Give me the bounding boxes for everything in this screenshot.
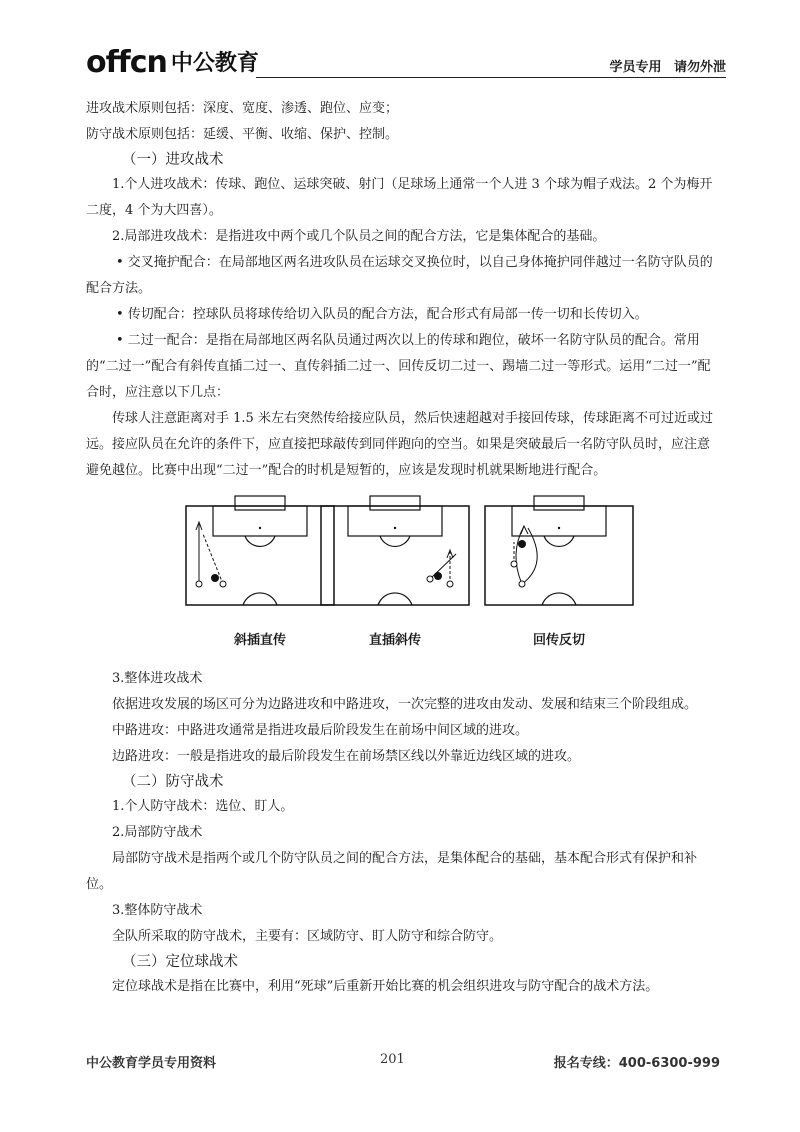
pass-line	[430, 554, 456, 579]
figure-caption: 直插斜传	[368, 633, 421, 648]
player-defender	[434, 572, 442, 580]
pitch-diagram	[185, 494, 335, 606]
figure-straight-run-diagonal-pass	[320, 494, 470, 648]
paragraph: 3.整体防守战术	[112, 903, 203, 918]
section-heading-attack: （一）进攻战术	[122, 152, 224, 168]
page-footer	[86, 1052, 720, 1072]
paragraph: 中路进攻：中路进攻通常是指进攻最后阶段发生在前场中间区域的进攻。	[112, 723, 529, 738]
footer-hotline: 报名专线：400-6300-999	[553, 1056, 720, 1071]
penalty-arc	[245, 536, 275, 546]
logo-text-cn: 中公教育	[170, 51, 259, 76]
page-number: 201	[380, 1052, 405, 1067]
player-attacker	[427, 576, 433, 582]
logo-text-en: offcn	[86, 45, 167, 80]
offcn-logo	[86, 40, 259, 80]
paragraph: 全队所采取的防守战术，主要有：区域防守、盯人防守和综合防守。	[112, 929, 503, 944]
header-notice: 学员专用 请勿外泄	[609, 60, 726, 75]
header-rule	[256, 77, 726, 78]
paragraph: 防守战术原则包括：延缓、平衡、收缩、保护、控制。	[86, 127, 399, 142]
tactic-figures	[86, 494, 720, 666]
paragraph: 3.整体进攻战术	[112, 671, 203, 686]
centre-circle	[243, 593, 277, 605]
figure-caption: 回传反切	[532, 633, 585, 648]
bullet-paragraph: • 二过一配合：是指在局部地区两名队员通过两次以上的传球和跑位，破坏一名防守队员的配合。常用的“二过一”配合有斜传直插二过一、直传斜插二过一、回传反切二过一、踢墙二过一等形式。运用“二过一”配合时，应注意以下几点：	[86, 333, 711, 400]
figure-back-pass-cut	[484, 494, 634, 648]
figure-caption: 斜插直传	[233, 633, 286, 648]
player-attacker	[220, 581, 226, 587]
pitch-outline	[186, 506, 334, 605]
paragraph: 进攻战术原则包括：深度、宽度、渗透、跑位、应变；	[86, 101, 399, 116]
paragraph: 2.局部防守战术	[112, 825, 203, 840]
paragraph: 定位球战术是指在比赛中，利用“死球”后重新开始比赛的机会组织进攻与防守配合的战术方法。	[112, 979, 659, 994]
player-defender	[518, 540, 526, 548]
player-attacker	[196, 581, 202, 587]
player-attacker	[519, 581, 525, 587]
paragraph: 2.局部进攻战术：是指进攻中两个或几个队员之间的配合方法，它是集体配合的基础。	[112, 229, 606, 244]
player-attacker	[447, 581, 453, 587]
bullet-paragraph: • 传切配合：控球队员将球传给切入队员的配合方法，配合形式有局部一传一切和长传切入。	[116, 307, 648, 322]
footer-label: 中公教育学员专用资料	[86, 1056, 217, 1071]
paragraph: 1.个人进攻战术：传球、跑位、运球突破、射门（足球场上通常一个人进 3 个球为帽子戏法。2 个为梅开二度，4 个为大四喜）。	[86, 177, 713, 218]
penalty-spot	[259, 527, 261, 529]
pass-line	[516, 526, 524, 584]
section-heading-defense: （二）防守战术	[122, 774, 224, 790]
paragraph: 依据进攻发展的场区可分为边路进攻和中路进攻，一次完整的进攻由发动、发展和结束三个阶段组成。	[112, 697, 698, 712]
figure-diagonal-run-straight-pass	[185, 494, 335, 648]
section-heading-setpiece: （三）定位球战术	[122, 954, 238, 970]
bullet-paragraph: • 交叉掩护配合：在局部地区两名进攻队员在运球交叉换位时，以自己身体掩护同伴越过一名防守队员的配合方法。	[86, 255, 713, 296]
page-header	[86, 40, 726, 80]
pitch-diagram	[484, 494, 634, 606]
paragraph: 边路进攻：一般是指进攻的最后阶段发生在前场禁区线以外靠近边线区域的进攻。	[112, 749, 581, 764]
paragraph: 传球人注意距离对手 1.5 米左右突然传给接应队员，然后快速超越对手接回传球，传球距离不可过近或过远。接应队员在允许的条件下，应直接把球敲传到同伴跑向的空当。如果是突破最后一名防守队员时，应注意避免越位。比赛中出现“二过一”配合的时机是短暂的，应该是发现时机就果断地进行配合。	[86, 411, 713, 478]
paragraph: 局部防守战术是指两个或几个防守队员之间的配合方法，是集体配合的基础，基本配合形式有保护和补位。	[86, 851, 698, 892]
pitch-diagram	[320, 494, 470, 606]
paragraph: 1.个人防守战术：选位、盯人。	[112, 799, 294, 814]
page-body	[86, 96, 720, 1000]
goal	[235, 496, 285, 510]
player-defender	[211, 574, 219, 582]
player-attacker	[511, 561, 517, 567]
